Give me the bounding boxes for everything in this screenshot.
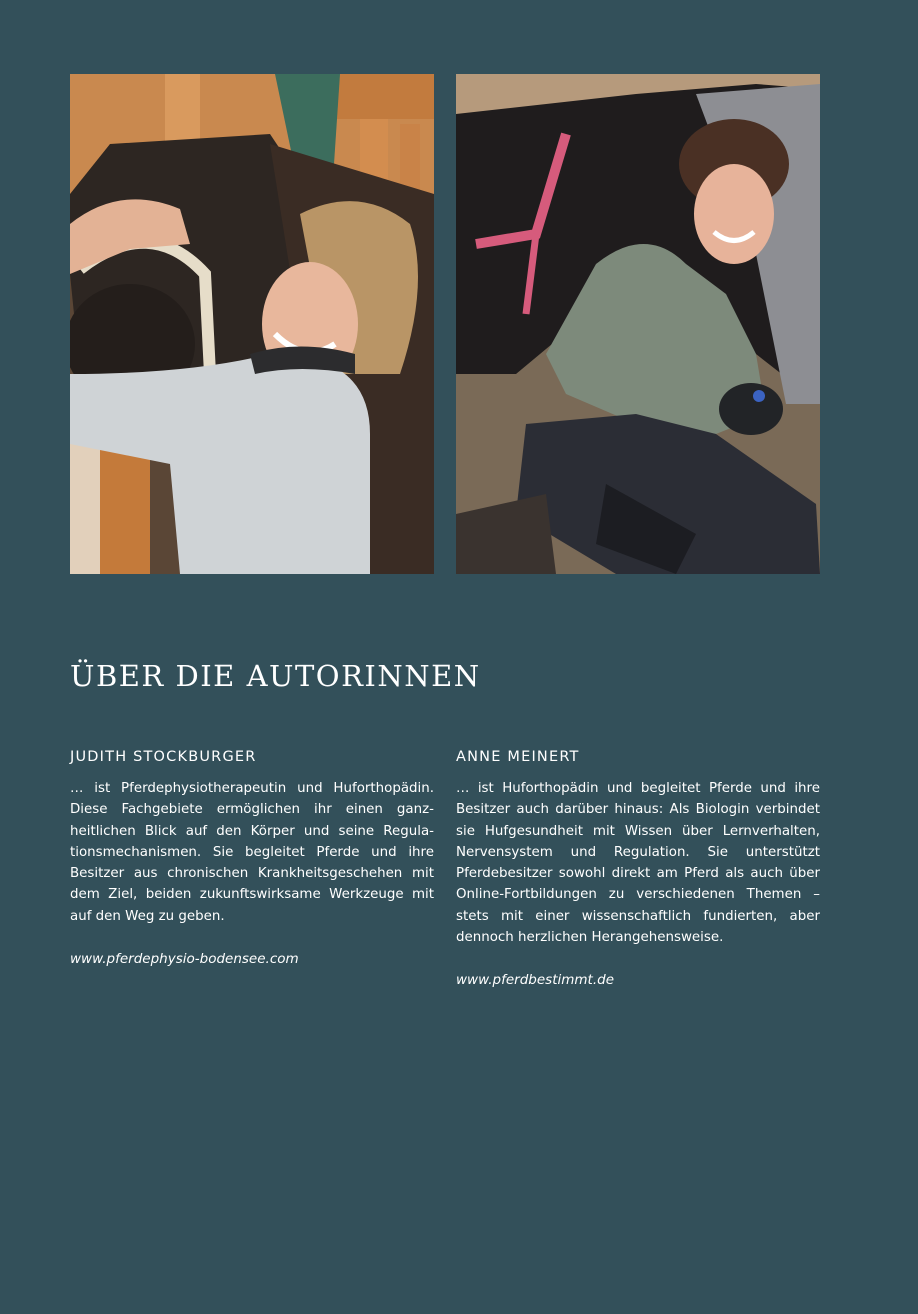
author-photo-anne <box>456 74 820 574</box>
author-website-link[interactable]: www.pferdephysio-bodensee.com <box>70 951 299 968</box>
author-bio: … ist Pferdephysiotherapeutin und Huforthopädin. Diese Fachgebiete ermöglichen ihr einen ganzheitlichen Blick auf den Körper und seine Regulationsmechanismen. Sie begleitet Pferde und ihre Besitzer aus chronischen Krankheitsgeschehen mit dem Ziel, beiden zukunftswirksame Werkzeuge mit auf den Weg zu geben. <box>70 781 434 924</box>
author-column-anne <box>456 746 820 990</box>
author-photo-judith <box>70 74 434 574</box>
author-name: JUDITH STOCKBURGER <box>70 749 257 765</box>
photo-woman-hugging-horse <box>70 74 434 574</box>
section-title: ÜBER DIE AUTORINNEN <box>70 659 481 693</box>
author-website-link[interactable]: www.pferdbestimmt.de <box>456 972 615 989</box>
author-column-judith <box>70 746 434 969</box>
photo-woman-with-pony <box>456 74 820 574</box>
author-bio: … ist Huforthopädin und begleitet Pferde und ihre Besitzer auch darüber hinaus: Als Biologin verbindet sie Hufgesundheit mit Wissen über Lernverhalten, Nervensystem und Regulation. Sie unterstützt Pferdebesitzer sowohl direkt am Pferd als auch über Online-Fortbildungen zu verschiedenen Themen – stets mit einer wissenschaftlich fundierten, aber dennoch herzlichen Herangehensweise. <box>456 781 820 946</box>
author-name: ANNE MEINERT <box>456 749 580 765</box>
